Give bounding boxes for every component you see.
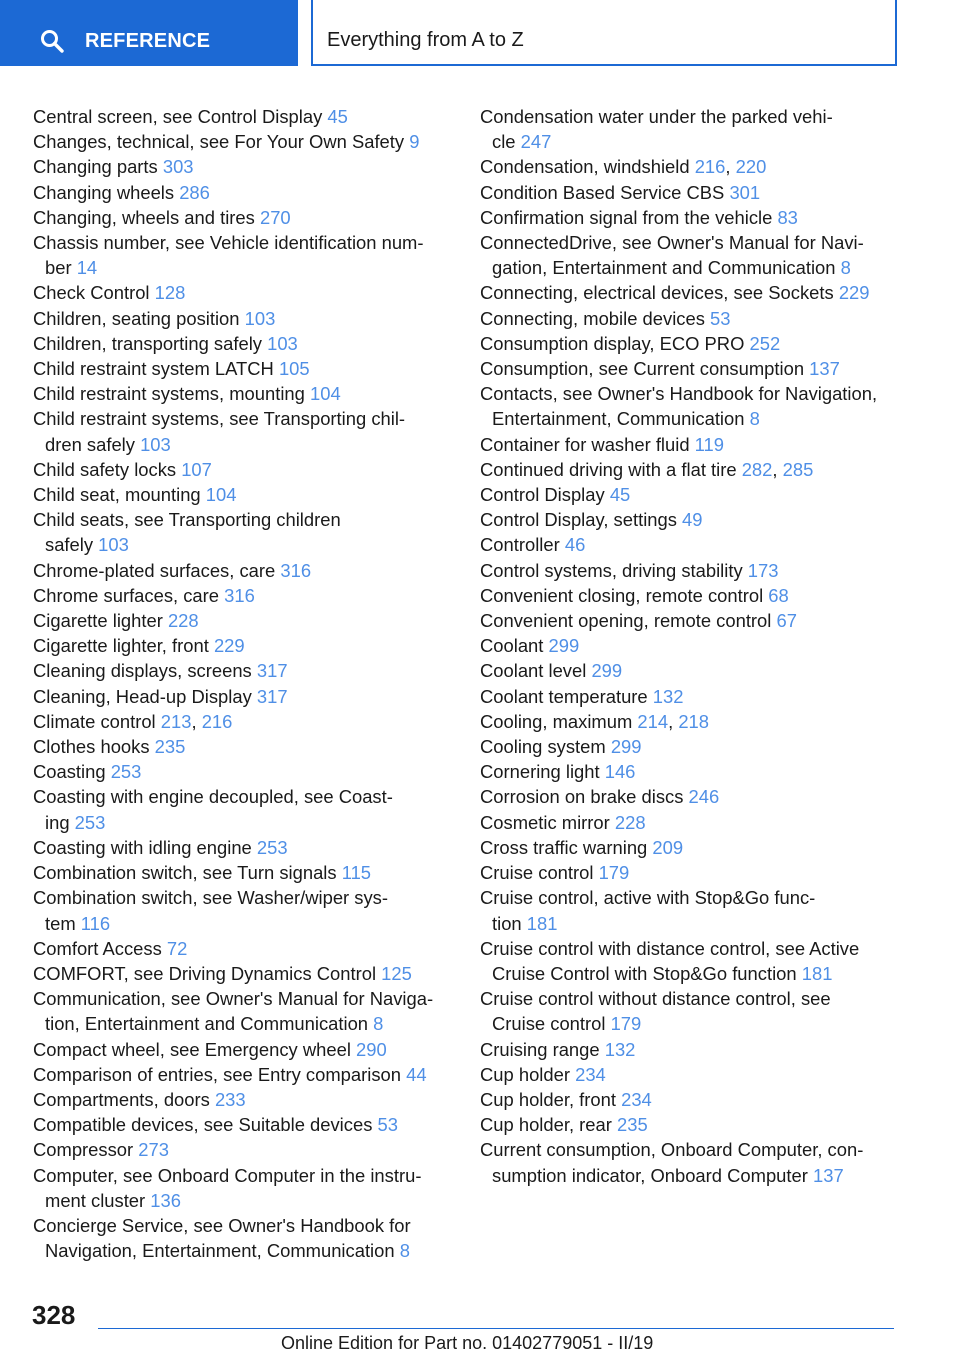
index-entry-text: Chassis number, see Vehicle identification num‐ — [33, 232, 424, 254]
index-entry — [33, 1062, 458, 1087]
index-entry — [33, 1112, 458, 1137]
index-entry — [480, 356, 910, 381]
index-entry-text: Cruising range — [480, 1038, 605, 1060]
page-link[interactable]: 235 — [617, 1114, 648, 1136]
index-entry — [33, 356, 458, 381]
page-link[interactable]: 115 — [341, 862, 372, 884]
page-link[interactable]: 128 — [154, 282, 186, 304]
index-entry — [33, 1037, 458, 1062]
index-entry-text: Climate control — [33, 710, 161, 732]
index-entry — [480, 180, 910, 205]
page-link[interactable]: 103 — [98, 534, 129, 556]
page-link[interactable]: 228 — [167, 610, 199, 632]
page-number: 328 — [32, 1300, 76, 1330]
index-entry — [480, 432, 910, 457]
index-entry-text: Condensation, windshield — [480, 156, 695, 178]
page-link[interactable]: 209 — [652, 836, 684, 858]
page-link[interactable]: 53 — [377, 1114, 398, 1136]
index-entry-text: Control Display — [480, 484, 610, 506]
page-link[interactable]: 103 — [140, 433, 171, 455]
index-entry-text: Clothes hooks — [33, 736, 155, 758]
index-entry-text: Cornering light — [480, 761, 605, 783]
page-link[interactable]: 181 — [801, 962, 833, 984]
index-entry-text: Current consumption, Onboard Computer, con‐ — [480, 1139, 864, 1161]
index-entry — [33, 936, 458, 961]
index-entry-text: Coolant — [480, 635, 549, 657]
index-entry — [33, 205, 458, 230]
index-entry-text: tion, Entertainment and Communication — [45, 1013, 374, 1035]
index-entry-text: Cup holder — [480, 1063, 576, 1085]
index-entry-text: Chrome surfaces, care — [33, 584, 225, 606]
page-link[interactable]: 8 — [373, 1013, 384, 1035]
page-link[interactable]: 8 — [749, 408, 760, 430]
page-link[interactable]: 299 — [548, 635, 580, 657]
page-link[interactable]: 146 — [604, 761, 636, 783]
index-entry-text: Compatible devices, see Suitable devices — [33, 1114, 378, 1136]
index-entry — [480, 583, 910, 608]
index-entry-text: Comparison of entries, see Entry comparison — [33, 1063, 407, 1085]
page-link[interactable]: 233 — [214, 1088, 246, 1110]
index-entry-text: Controller — [480, 534, 565, 556]
index-entry — [33, 885, 458, 935]
index-entry — [480, 230, 910, 280]
page-link[interactable]: 107 — [181, 458, 212, 480]
page-link[interactable]: 44 — [406, 1063, 427, 1085]
index-entry — [33, 104, 458, 129]
page-link[interactable]: 270 — [259, 206, 291, 228]
index-entry-text: Changing, wheels and tires — [33, 206, 260, 228]
page-separator: , — [668, 710, 679, 732]
index-entry — [480, 658, 910, 683]
index-entry-text: Corrosion on brake discs — [480, 786, 689, 808]
page-link[interactable]: 253 — [74, 811, 106, 833]
page-link[interactable]: 299 — [610, 736, 642, 758]
page-separator: , — [725, 156, 736, 178]
page-link[interactable]: 229 — [838, 282, 870, 304]
index-entry-text: ber — [45, 257, 77, 279]
index-entry — [480, 759, 910, 784]
page-link[interactable]: 316 — [224, 584, 255, 606]
page-link[interactable]: 181 — [526, 912, 558, 934]
index-entry — [480, 1037, 910, 1062]
index-entry — [33, 180, 458, 205]
index-entry — [480, 331, 910, 356]
section-title-box — [311, 0, 897, 66]
page-link[interactable]: 104 — [205, 484, 237, 506]
page-link[interactable]: 214 — [637, 710, 669, 732]
index-entry-text: Coasting — [33, 761, 111, 783]
index-entry-text: Confirmation signal from the vehicle — [480, 206, 778, 228]
index-entry — [480, 784, 910, 809]
page-link[interactable]: 213 — [160, 710, 192, 732]
index-entry-text: Child restraint systems, mounting — [33, 383, 310, 405]
index-entry — [480, 885, 910, 935]
index-entry — [480, 280, 910, 305]
page-link[interactable]: 290 — [356, 1038, 387, 1060]
index-entry-text: Cruise control — [480, 862, 599, 884]
index-entry-text: ment cluster — [45, 1189, 151, 1211]
index-entry-text: Cross traffic warning — [480, 836, 653, 858]
index-entry-text: Consumption, see Current consumption — [480, 358, 810, 380]
search-icon — [40, 29, 64, 53]
page-link[interactable]: 216 — [201, 710, 233, 732]
index-entry-text: Cigarette lighter, front — [33, 635, 214, 657]
index-entry — [33, 154, 458, 179]
index-entry-text: Connecting, mobile devices — [480, 307, 711, 329]
index-entry-text: Consumption display, ECO PRO — [480, 332, 750, 354]
index-entry-text: Combination switch, see Washer/wiper sys‐ — [33, 887, 388, 909]
page-separator: , — [772, 458, 783, 480]
page-link[interactable]: 179 — [610, 1013, 642, 1035]
index-entry-text: Coolant level — [480, 660, 592, 682]
index-entry-text: Child restraint system LATCH — [33, 358, 279, 380]
page-link[interactable]: 273 — [138, 1139, 169, 1161]
page-link[interactable]: 136 — [150, 1189, 181, 1211]
page-link[interactable]: 316 — [280, 559, 312, 581]
index-entry — [33, 986, 458, 1036]
index-entry — [33, 860, 458, 885]
index-entry-text: Children, seating position — [33, 307, 245, 329]
page-link[interactable]: 246 — [688, 786, 720, 808]
page-link[interactable]: 103 — [244, 307, 276, 329]
page-separator: , — [191, 710, 202, 732]
footer-rule — [98, 1328, 894, 1329]
index-entry-text: Computer, see Onboard Computer in the instru‐ — [33, 1164, 422, 1186]
index-entry-text: tion — [492, 912, 527, 934]
index-entry — [480, 381, 910, 431]
page-link[interactable]: 317 — [256, 685, 288, 707]
index-entry-text: Coasting with idling engine — [33, 836, 257, 858]
index-entry-text: Child safety locks — [33, 458, 182, 480]
index-entry — [33, 1163, 458, 1213]
index-entry-text: Child seat, mounting — [33, 484, 206, 506]
index-entry — [33, 961, 458, 986]
index-entry — [33, 280, 458, 305]
index-entry — [480, 835, 910, 860]
index-entry — [480, 1087, 910, 1112]
page-link[interactable]: 301 — [729, 181, 761, 203]
index-entry-text: Compact wheel, see Emergency wheel — [33, 1038, 357, 1060]
index-entry-text: safely — [45, 534, 99, 556]
index-entry-text: Changing wheels — [33, 181, 180, 203]
index-entry — [480, 734, 910, 759]
page-link[interactable]: 49 — [682, 509, 703, 531]
page-link[interactable]: 216 — [694, 156, 726, 178]
page-header — [0, 0, 960, 66]
index-entry — [33, 406, 458, 456]
index-entry — [480, 1062, 910, 1087]
index-entry-text: Convenient closing, remote control — [480, 584, 769, 606]
index-entry-text: Coolant temperature — [480, 685, 653, 707]
page-link[interactable]: 46 — [564, 534, 586, 556]
index-entry-text: ing — [45, 811, 75, 833]
index-entry — [480, 205, 910, 230]
index-entry-text: dren safely — [45, 433, 141, 455]
page-link[interactable]: 132 — [604, 1038, 636, 1060]
index-entry — [33, 1137, 458, 1162]
page-link[interactable]: 234 — [575, 1063, 606, 1085]
index-entry-text: Central screen, see Control Display — [33, 106, 328, 127]
index-entry-text: Condition Based Service CBS — [480, 181, 730, 203]
index-column-left — [33, 104, 458, 1263]
index-entry-text: Control systems, driving stability — [480, 559, 748, 581]
page-link[interactable]: 45 — [609, 484, 631, 506]
index-entry-text: Communication, see Owner's Manual for Naviga‐ — [33, 988, 434, 1010]
index-entry-text: Compartments, doors — [33, 1088, 215, 1110]
index-entry-text: Cooling system — [480, 736, 611, 758]
index-entry — [33, 306, 458, 331]
page-link[interactable]: 125 — [381, 962, 412, 984]
index-entry-text: Cup holder, rear — [480, 1114, 617, 1136]
page-link[interactable]: 137 — [809, 358, 840, 380]
page-link[interactable]: 253 — [256, 836, 288, 858]
page-link[interactable]: 286 — [179, 181, 210, 203]
index-entry-text: Container for washer fluid — [480, 433, 695, 455]
index-entry — [33, 583, 458, 608]
index-entry-text: cle — [492, 131, 521, 153]
index-entry-text: Control Display, settings — [480, 509, 683, 531]
index-entry — [480, 558, 910, 583]
index-entry — [33, 658, 458, 683]
index-entry-text: Connecting, electrical devices, see Sockets — [480, 282, 839, 304]
page-link[interactable]: 317 — [256, 660, 288, 682]
index-entry — [33, 558, 458, 583]
index-column-right — [480, 104, 910, 1188]
index-entry — [33, 331, 458, 356]
index-entry-text: Cigarette lighter — [33, 610, 168, 632]
page-link[interactable]: 104 — [309, 383, 341, 405]
index-entry — [480, 633, 910, 658]
page-link[interactable]: 103 — [267, 332, 298, 354]
page-link[interactable]: 116 — [80, 912, 111, 934]
index-entry — [480, 810, 910, 835]
index-entry — [33, 507, 458, 557]
page-link[interactable]: 67 — [776, 610, 797, 632]
index-entry-text: Concierge Service, see Owner's Handbook for — [33, 1214, 411, 1236]
index-entry — [33, 784, 458, 834]
index-entry-text: Navigation, Entertainment, Communication — [45, 1240, 400, 1262]
index-entry-text: Coasting with engine decoupled, see Coast‐ — [33, 786, 393, 808]
index-entry-text: Cruise control with distance control, see Active — [480, 937, 860, 959]
index-entry-text: Child restraint systems, see Transporting chil‐ — [33, 408, 406, 430]
index-entry — [480, 1112, 910, 1137]
index-entry-text: Compressor — [33, 1139, 139, 1161]
index-entry — [33, 230, 458, 280]
index-entry — [33, 381, 458, 406]
index-entry — [480, 986, 910, 1036]
edition-text: Online Edition for Part no. 01402779051 - II/19 — [281, 1333, 654, 1353]
page-link[interactable]: 218 — [678, 710, 709, 732]
index-entry — [33, 684, 458, 709]
index-entry-text: tem — [45, 912, 81, 934]
index-entry — [480, 860, 910, 885]
page-link[interactable]: 252 — [749, 332, 781, 354]
index-entry — [33, 129, 458, 154]
page-link[interactable]: 68 — [768, 584, 789, 606]
page-link[interactable]: 220 — [735, 156, 767, 178]
page-link[interactable]: 179 — [598, 862, 630, 884]
index-entry — [33, 482, 458, 507]
index-entry — [480, 104, 910, 154]
page-link[interactable]: 8 — [840, 257, 851, 279]
page-link[interactable]: 228 — [614, 811, 646, 833]
page-link[interactable]: 53 — [710, 307, 731, 329]
index-entry-text: Entertainment, Communication — [492, 408, 750, 430]
page-link[interactable]: 132 — [652, 685, 684, 707]
index-entry — [480, 154, 910, 179]
index-entry-text: Cruise control, active with Stop&Go func‐ — [480, 887, 816, 909]
index-entry — [480, 684, 910, 709]
index-entry-text: Cooling, maximum — [480, 710, 638, 732]
page-link[interactable]: 234 — [621, 1088, 652, 1110]
index-entry — [33, 457, 458, 482]
index-entry-text: Cruise control — [492, 1013, 611, 1035]
index-entry — [33, 1087, 458, 1112]
index-entry-text: Cosmetic mirror — [480, 811, 615, 833]
index-entry — [33, 709, 458, 734]
page-link[interactable]: 303 — [162, 156, 194, 178]
index-entry-text: Cruise Control with Stop&Go function — [492, 962, 802, 984]
index-entry-text: Changes, technical, see For Your Own Safety — [33, 131, 410, 153]
index-entry-text: Cleaning, Head-up Display — [33, 685, 257, 707]
page-link[interactable]: 45 — [327, 106, 348, 127]
page-link[interactable]: 285 — [782, 458, 814, 480]
page-link[interactable]: 247 — [520, 131, 552, 153]
index-entry-text: ConnectedDrive, see Owner's Manual for Navi‐ — [480, 232, 864, 254]
reference-tab-label: REFERENCE — [85, 30, 211, 52]
index-entry-text: Cleaning displays, screens — [33, 660, 257, 682]
index-entry-text: Comfort Access — [33, 937, 167, 959]
page-link[interactable]: 229 — [213, 635, 245, 657]
index-entry — [480, 709, 910, 734]
reference-tab[interactable] — [0, 0, 298, 66]
index-entry-text: Continued driving with a flat tire — [480, 458, 742, 480]
index-entry-text: Children, transporting safely — [33, 332, 268, 354]
index-entry-text: sumption indicator, Onboard Computer — [492, 1164, 813, 1186]
index-entry — [33, 759, 458, 784]
page-link[interactable]: 9 — [409, 131, 420, 153]
page-link[interactable]: 282 — [741, 458, 773, 480]
page-link[interactable]: 137 — [812, 1164, 844, 1186]
index-entry — [480, 507, 910, 532]
index-entry-text: Changing parts — [33, 156, 163, 178]
section-title: Everything from A to Z — [327, 29, 524, 51]
page-link[interactable]: 253 — [110, 761, 142, 783]
index-entry — [480, 457, 910, 482]
index-entry — [480, 482, 910, 507]
index-entry — [480, 532, 910, 557]
page-link[interactable]: 72 — [166, 937, 188, 959]
index-entry — [480, 1137, 910, 1187]
index-entry — [33, 1213, 458, 1263]
index-entry — [33, 835, 458, 860]
page-link[interactable]: 14 — [76, 257, 98, 279]
page-link[interactable]: 299 — [591, 660, 623, 682]
index-entry-text: Contacts, see Owner's Handbook for Navigation, — [480, 383, 878, 405]
index-entry-text: Cruise control without distance control, see — [480, 988, 831, 1010]
page-link[interactable]: 119 — [694, 433, 724, 455]
page-link[interactable]: 173 — [747, 559, 779, 581]
index-entry — [33, 608, 458, 633]
page-link[interactable]: 105 — [278, 358, 310, 380]
index-entry-text: Cup holder, front — [480, 1088, 622, 1110]
index-entry-text: gation, Entertainment and Communication — [492, 257, 841, 279]
page-link[interactable]: 83 — [777, 206, 798, 228]
page-link[interactable]: 235 — [154, 736, 186, 758]
index-entry-text: Child seats, see Transporting children — [33, 509, 341, 531]
index-entry-text: Convenient opening, remote control — [480, 610, 777, 632]
index-entry-text: Combination switch, see Turn signals — [33, 862, 342, 884]
index-entry — [33, 633, 458, 658]
index-entry — [480, 608, 910, 633]
page-link[interactable]: 8 — [399, 1240, 410, 1262]
index-entry-text: COMFORT, see Driving Dynamics Control — [33, 962, 382, 984]
index-entry — [480, 936, 910, 986]
index-entry-text: Condensation water under the parked vehi‐ — [480, 106, 833, 127]
index-entry — [33, 734, 458, 759]
index-entry — [480, 306, 910, 331]
index-entry-text: Check Control — [33, 282, 155, 304]
index-entry-text: Chrome-plated surfaces, care — [33, 559, 281, 581]
